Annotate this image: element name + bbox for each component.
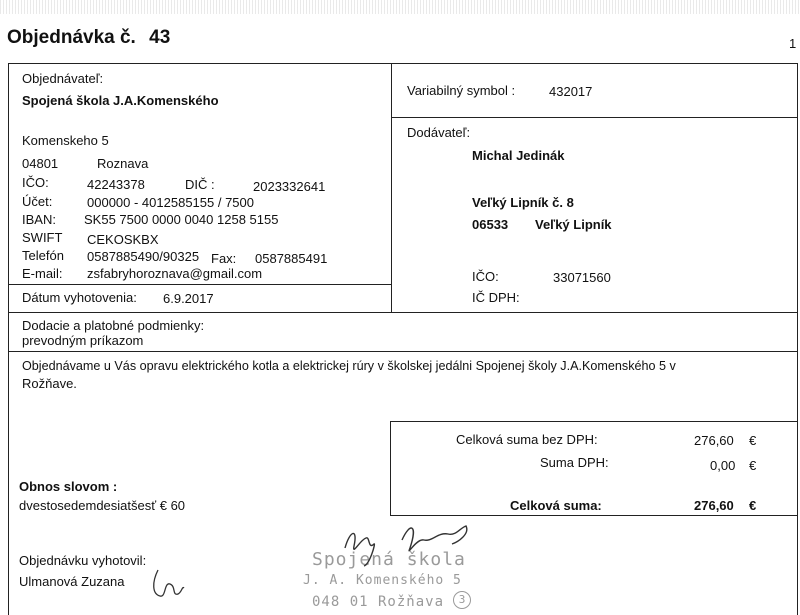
- terms-bottom-rule: [8, 351, 798, 352]
- issuer-signature-icon: [148, 566, 188, 606]
- subtotal-currency: €: [749, 433, 757, 448]
- buyer-city: Roznava: [97, 156, 149, 171]
- buyer-ico: 42243378: [87, 177, 145, 192]
- buyer-swift: CEKOSKBX: [87, 232, 159, 247]
- buyer-phone-label: Telefón: [22, 248, 64, 263]
- buyer-label: Objednávateľ:: [22, 71, 104, 86]
- amount-words-label: Obnos slovom :: [19, 479, 118, 494]
- supplier-ico-label: IČO:: [472, 269, 499, 284]
- stamp-mark: 3: [453, 591, 471, 609]
- buyer-fax: 0587885491: [255, 251, 328, 266]
- issued-by-name: Ulmanová Zuzana: [19, 574, 125, 589]
- order-title: [7, 27, 170, 49]
- buyer-email-label: E-mail:: [22, 266, 63, 281]
- buyer-ico-label: IČO:: [22, 175, 49, 190]
- stamp-line3: 048 01 Rožňava: [312, 594, 445, 610]
- buyer-dic-label: DIČ :: [185, 177, 215, 192]
- supplier-city: Veľký Lipník: [535, 217, 612, 232]
- variable-symbol-rule: [391, 117, 797, 118]
- supplier-ic-dph-label: IČ DPH:: [472, 290, 520, 305]
- stamp-line2: J. A. Komenského 5: [303, 573, 462, 588]
- vat-currency: €: [749, 458, 757, 473]
- buyer-iban-label: IBAN:: [22, 212, 56, 227]
- vat-value: 0,00: [710, 458, 736, 473]
- buyer-street: Komenskeho 5: [22, 133, 109, 148]
- issue-date-value: 6.9.2017: [163, 291, 214, 306]
- order-text-line1: Objednávame u Vás opravu elektrického kotla a elektrickej rúry v školskej jedálni Spojenej školy J.A.Komenského 5 v: [22, 359, 676, 373]
- order-number: 43: [149, 27, 171, 48]
- issued-by-label: Objednávku vyhotovil:: [19, 553, 147, 568]
- column-divider: [391, 63, 392, 312]
- frame-left-rule: [8, 63, 9, 615]
- buyer-account: 000000 - 4012585155 / 7500: [87, 195, 254, 210]
- buyer-zip: 04801: [22, 156, 59, 171]
- total-currency: €: [749, 498, 757, 513]
- buyer-bottom-rule: [8, 284, 392, 285]
- supplier-ico: 33071560: [553, 270, 611, 285]
- buyer-fax-label: Fax:: [211, 251, 237, 266]
- scan-noise-strip: [0, 0, 800, 14]
- buyer-dic: 2023332641: [253, 179, 326, 194]
- variable-symbol-value: 432017: [549, 84, 593, 99]
- buyer-iban: SK55 7500 0000 0040 1258 5155: [84, 212, 279, 227]
- order-title-label: Objednávka č.: [7, 27, 136, 48]
- director-signature-icon: [340, 520, 480, 570]
- totals-box-top: [390, 421, 798, 422]
- buyer-phone: 0587885490/90325: [87, 249, 200, 264]
- issue-date-label: Dátum vyhotovenia:: [22, 290, 137, 305]
- totals-box-bottom: [390, 515, 798, 516]
- terms-value: prevodným príkazom: [22, 333, 144, 348]
- terms-label: Dodacie a platobné podmienky:: [22, 318, 205, 333]
- page-number: 1: [789, 36, 797, 51]
- buyer-email: zsfabryhoroznava@gmail.com: [87, 266, 263, 281]
- subtotal-value: 276,60: [694, 433, 734, 448]
- total-label: Celková suma:: [510, 498, 602, 513]
- supplier-name: Michal Jedinák: [472, 148, 565, 163]
- amount-words-value: dvestosedemdesiatšesť € 60: [19, 498, 186, 513]
- vat-label: Suma DPH:: [540, 455, 609, 470]
- variable-symbol-label: Variabilný symbol :: [407, 83, 516, 98]
- frame-right-rule: [797, 63, 798, 615]
- stamp-line1: Spojená škola: [312, 549, 466, 570]
- supplier-zip: 06533: [472, 217, 509, 232]
- order-text-line2: Rožňave.: [22, 376, 77, 391]
- total-value: 276,60: [694, 498, 734, 513]
- supplier-label: Dodávateľ:: [407, 125, 471, 140]
- supplier-street: Veľký Lipník č. 8: [472, 195, 574, 210]
- buyer-swift-label: SWIFT: [22, 230, 63, 245]
- parties-bottom-rule: [8, 312, 798, 313]
- subtotal-label: Celková suma bez DPH:: [456, 432, 598, 447]
- buyer-name: Spojená škola J.A.Komenského: [22, 93, 219, 108]
- totals-box-left: [390, 421, 391, 516]
- buyer-account-label: Účet:: [22, 194, 53, 209]
- frame-top-rule: [8, 63, 798, 64]
